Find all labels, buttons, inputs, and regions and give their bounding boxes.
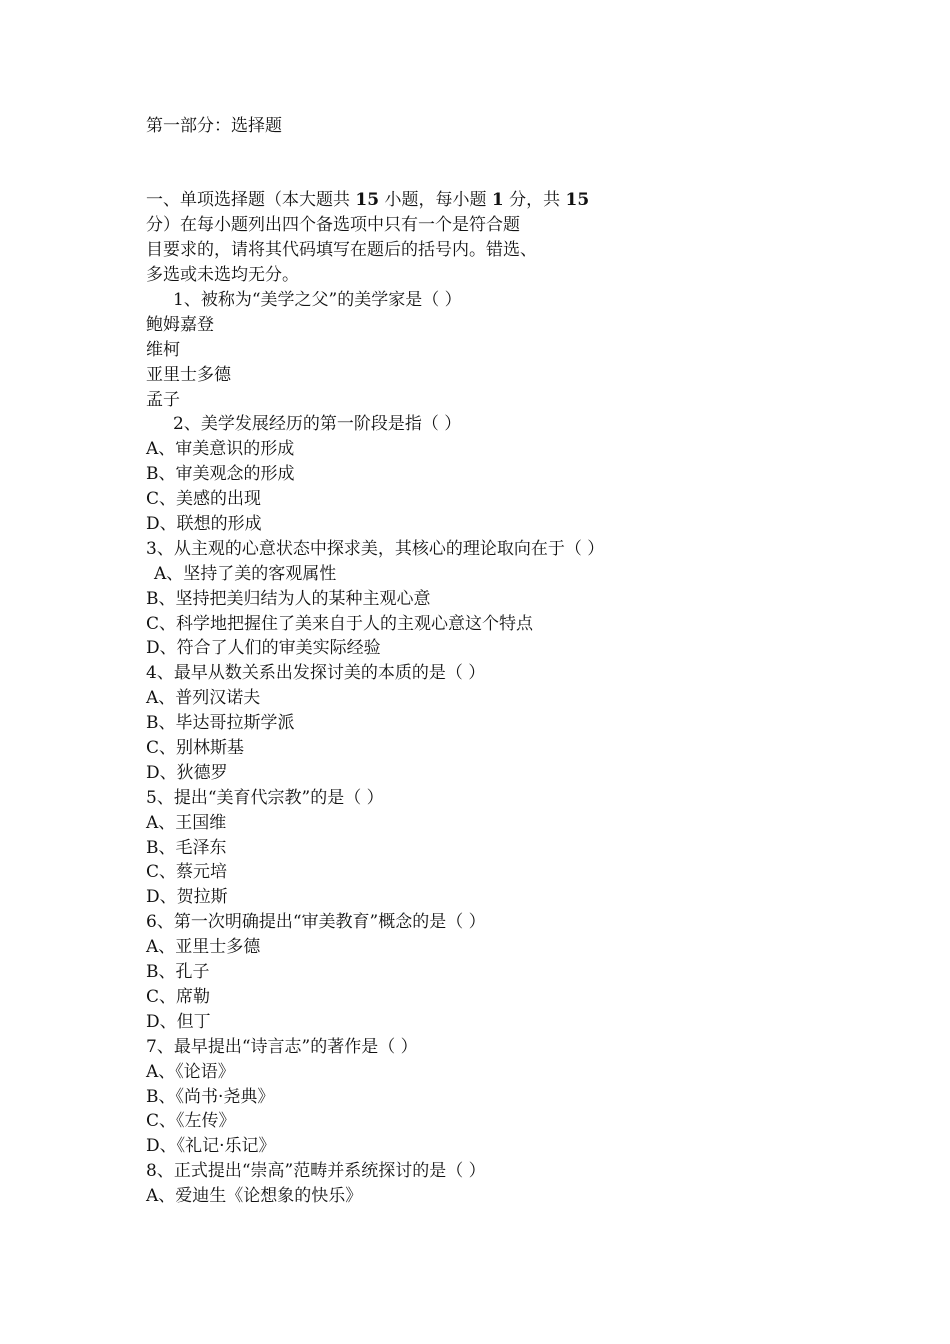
option-line: 亚里士多德 [146, 364, 231, 385]
option-line: D、但丁 [146, 1011, 211, 1032]
option-line: A、审美意识的形成 [146, 439, 295, 460]
instructions-text: 分，共 [503, 190, 566, 210]
instructions-paragraph [146, 188, 646, 288]
question-count: 15 [355, 190, 380, 210]
question-5: 5、提出“美育代宗教”的是（ ） [146, 787, 384, 808]
option-line: 鲍姆嘉登 [146, 314, 214, 335]
option-line: C、别林斯基 [146, 738, 245, 759]
option-line: C、科学地把握住了美来自于人的主观心意这个特点 [146, 613, 534, 634]
instructions-text: 一、单项选择题（本大题共 [146, 190, 356, 210]
option-line: B、毛泽东 [146, 837, 227, 858]
option-line: C、《左传》 [146, 1111, 236, 1132]
question-3: 3、从主观的心意状态中探求美，其核心的理论取向在于（ ） [146, 538, 605, 559]
option-line: D、符合了人们的审美实际经验 [146, 638, 381, 659]
option-line: D、贺拉斯 [146, 887, 228, 908]
total-points: 15 [565, 190, 590, 210]
points-per-question: 1 [491, 190, 504, 210]
question-1: 1、被称为“美学之父”的美学家是（ ） [173, 290, 462, 310]
question-8: 8、正式提出“崇高”范畴并系统探讨的是（ ） [146, 1161, 486, 1182]
option-line: D、《礼记·乐记》 [146, 1136, 276, 1157]
option-line: C、蔡元培 [146, 862, 228, 883]
instructions-line-1 [146, 188, 646, 213]
option-line: D、狄德罗 [146, 762, 228, 783]
question-6: 6、第一次明确提出“审美教育”概念的是（ ） [146, 912, 486, 933]
instructions-text: 小题，每小题 [379, 190, 492, 210]
option-line: 孟子 [146, 389, 180, 410]
instructions-line-4: 多选或未选均无分。 [146, 264, 299, 285]
option-line: D、联想的形成 [146, 514, 262, 535]
question-list [146, 288, 846, 1209]
option-line: A、亚里士多德 [146, 937, 261, 958]
question-2: 2、美学发展经历的第一阶段是指（ ） [173, 414, 462, 435]
option-line: 维柯 [146, 339, 180, 360]
option-line: B、审美观念的形成 [146, 464, 295, 485]
option-line: C、美感的出现 [146, 489, 262, 510]
option-line: B、《尚书·尧典》 [146, 1086, 275, 1107]
option-line: A、王国维 [146, 812, 227, 833]
option-line: A、普列汉诺夫 [146, 688, 261, 709]
question-4: 4、最早从数关系出发探讨美的本质的是（ ） [146, 663, 486, 684]
question-7: 7、最早提出“诗言志”的著作是（ ） [146, 1036, 418, 1057]
option-line: B、毕达哥拉斯学派 [146, 713, 295, 734]
instructions-line-3: 目要求的，请将其代码填写在题后的括号内。错选、 [146, 239, 537, 260]
option-line: A、《论语》 [146, 1061, 235, 1082]
option-line: A、坚持了美的客观属性 [154, 563, 337, 584]
option-line: C、席勒 [146, 986, 211, 1007]
option-line: A、爱迪生《论想象的快乐》 [146, 1186, 363, 1207]
section-title: 第一部分：选择题 [146, 116, 282, 136]
instructions-line-2: 分）在每小题列出四个备选项中只有一个是符合题 [146, 214, 520, 235]
option-line: B、孔子 [146, 962, 210, 983]
option-line: B、坚持把美归结为人的某种主观心意 [146, 588, 431, 609]
